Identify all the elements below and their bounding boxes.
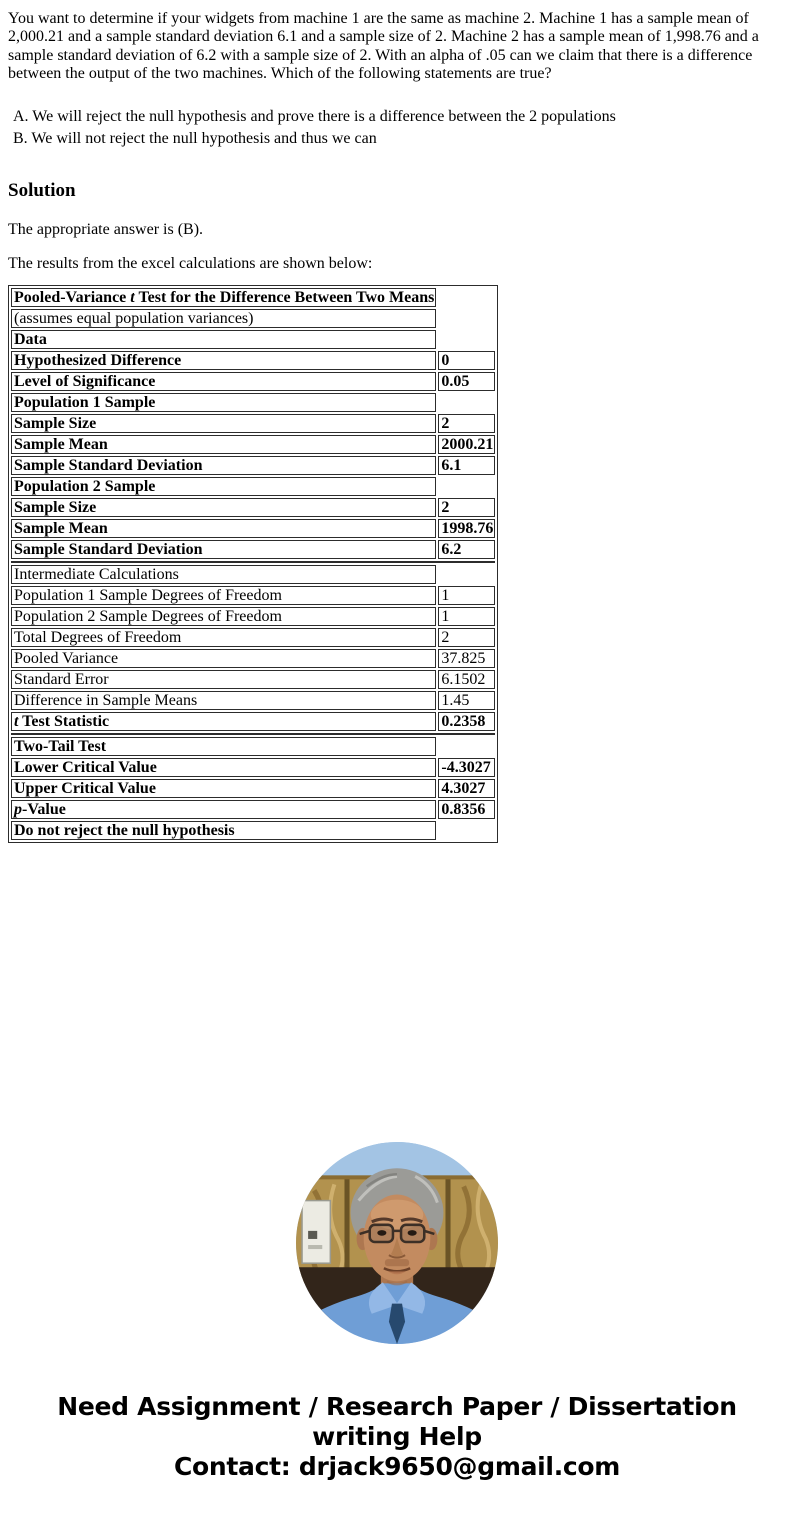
man-portrait-photo-icon [296,1142,498,1344]
table-cell-label: Difference in Sample Means [11,691,436,710]
answer-options [8,106,786,150]
avatar [296,1142,498,1344]
table-row [11,309,495,328]
table-row [11,351,495,370]
table-cell-label: Sample Mean [11,519,436,538]
option-a-text: We will reject the null hypothesis and prove there is a difference between the 2 populations [32,108,616,126]
table-cell-label: Population 2 Sample [11,477,436,496]
table-cell-value: 1 [438,607,495,626]
table-cell-label: Sample Standard Deviation [11,456,436,475]
table-row [11,330,495,349]
table-separator-cell [11,733,495,735]
option-b [8,128,786,150]
table-cell-label: (assumes equal population variances) [11,309,436,328]
table-cell-label: Sample Size [11,498,436,517]
solution-intro-line: The results from the excel calculations are shown below: [8,255,373,273]
table-cell-value: 1998.76 [438,519,495,538]
option-b-text: We will not reject the null hypothesis and thus we can [31,130,377,148]
table-row [11,800,495,819]
table-cell-label: p-Value [11,800,436,819]
table-cell-value [438,821,495,840]
table-cell-value: 2 [438,498,495,517]
table-separator-cell [11,561,495,563]
table-cell-label: Population 1 Sample [11,393,436,412]
table-cell-label: Intermediate Calculations [11,565,436,584]
option-b-label: B. [13,130,28,148]
table-cell-label: Upper Critical Value [11,779,436,798]
solution-answer-line: The appropriate answer is (B). [8,221,204,239]
table-row [11,779,495,798]
table-cell-label: Sample Size [11,414,436,433]
table-cell-value: 1.45 [438,691,495,710]
table-cell-value [438,309,495,328]
table-cell-label: Two-Tail Test [11,737,436,756]
table-cell-label: Pooled-Variance t Test for the Difference Between Two Means [11,288,436,307]
table-cell-value: 2 [438,628,495,647]
table-cell-label: Hypothesized Difference [11,351,436,370]
table-cell-value [438,330,495,349]
table-row [11,607,495,626]
banner-line-3: Contact: drjack9650@gmail.com [173,1451,621,1481]
table-cell-label: Sample Standard Deviation [11,540,436,559]
table-separator-row [11,561,495,563]
table-cell-value: 0.8356 [438,800,495,819]
portrait-wrapper [8,1142,786,1344]
table-cell-value: 6.1 [438,456,495,475]
table-cell-label: Population 1 Sample Degrees of Freedom [11,586,436,605]
table-cell-value: 4.3027 [438,779,495,798]
table-cell-label: Total Degrees of Freedom [11,628,436,647]
table-cell-label: Pooled Variance [11,649,436,668]
table-row [11,670,495,689]
table-row [11,288,495,307]
table-cell-label: Data [11,330,436,349]
table-cell-value: 1 [438,586,495,605]
table-cell-value: 2000.21 [438,435,495,454]
table-row [11,691,495,710]
results-table [8,285,498,843]
contact-banner [8,1392,786,1482]
option-a-label: A. [13,108,29,126]
table-cell-label: t Test Statistic [11,712,436,731]
table-cell-value [438,565,495,584]
table-cell-label: Sample Mean [11,435,436,454]
table-row [11,372,495,391]
table-row [11,414,495,433]
table-row [11,649,495,668]
table-row [11,435,495,454]
table-cell-value: 2 [438,414,495,433]
table-row [11,712,495,731]
table-cell-value [438,737,495,756]
table-row [11,393,495,412]
table-cell-label: Level of Significance [11,372,436,391]
table-cell-value: 6.1502 [438,670,495,689]
question-paragraph: You want to determine if your widgets from machine 1 are the same as machine 2. Machine 1 has a sample mean of 2,000.21 and a sample standard deviation 6.1 and a sample size of 2. Machine 2 has a sample mean of 1,998.76 and a sample standard deviation of 6.2 with a sample size of 2. With an alpha of .05 can we claim that there is a difference between the output of the two machines. Which of the following statements are true? [8,10,759,82]
table-cell-value [438,477,495,496]
table-row [11,737,495,756]
table-row [11,586,495,605]
table-cell-value: -4.3027 [438,758,495,777]
table-cell-label: Standard Error [11,670,436,689]
table-row [11,456,495,475]
table-row [11,498,495,517]
table-cell-value: 0.05 [438,372,495,391]
table-row [11,477,495,496]
table-cell-value [438,393,495,412]
option-a [8,106,786,128]
table-row [11,540,495,559]
table-cell-value: 37.825 [438,649,495,668]
table-row [11,565,495,584]
table-cell-label: Do not reject the null hypothesis [11,821,436,840]
table-cell-label: Lower Critical Value [11,758,436,777]
results-table-body [11,288,495,840]
table-row [11,519,495,538]
table-cell-label: Population 2 Sample Degrees of Freedom [11,607,436,626]
table-cell-value [438,288,495,307]
table-row [11,758,495,777]
table-row [11,821,495,840]
solution-heading: Solution [8,180,76,202]
banner-line-1: Need Assignment / Research Paper / Dissertation [57,1391,737,1421]
table-cell-value: 0.2358 [438,712,495,731]
table-row [11,628,495,647]
table-cell-value: 6.2 [438,540,495,559]
table-separator-row [11,733,495,735]
banner-line-2: writing Help [312,1421,482,1451]
table-cell-value: 0 [438,351,495,370]
